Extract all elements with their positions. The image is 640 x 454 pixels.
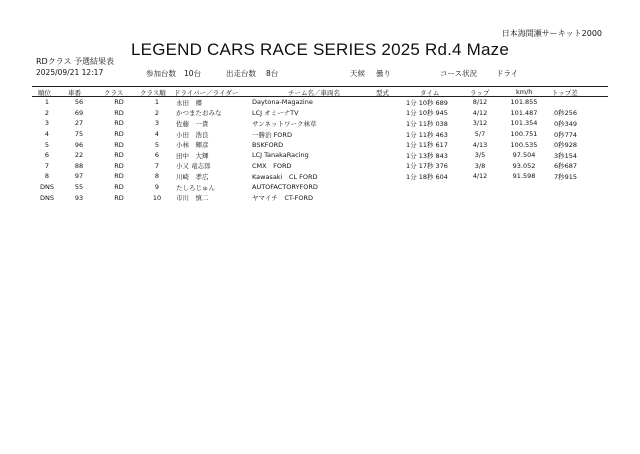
cell-speed: 101.487 [510, 108, 538, 117]
cell-team: CMX FORD [252, 162, 292, 171]
cell-gap [554, 182, 608, 193]
cell-lap-time: 1分 10秒 689 [406, 98, 448, 107]
cell-car-type [370, 192, 406, 203]
cell-class-position: 6 [154, 151, 160, 160]
cell-car-type [370, 171, 406, 182]
entries-label: 参加台数 [146, 69, 176, 78]
cell-gap [554, 192, 608, 203]
cell-lap: 4/12 [472, 108, 488, 117]
cell-class: RD [114, 151, 124, 160]
cell-gap [554, 97, 608, 108]
cell-speed: 100.751 [510, 130, 538, 139]
cell-class-position: 2 [154, 108, 160, 117]
cell-gap: 0秒256 [554, 109, 578, 118]
cell-position: 6 [44, 151, 50, 160]
cell-team: LCJ オミーナTV [252, 109, 299, 118]
cell-speed: 91.598 [512, 172, 536, 181]
cell-car-number: 27 [74, 119, 84, 128]
table-row [32, 97, 608, 108]
col-header-driver: ドライバー／ライダー [174, 89, 239, 97]
cell-class-position: 3 [154, 119, 160, 128]
table-row [32, 182, 608, 193]
header-top-rule [32, 86, 608, 87]
cell-car-type [370, 161, 406, 172]
cell-class: RD [114, 193, 124, 202]
cell-lap-time: 1分 11秒 463 [406, 130, 448, 139]
cell-team: ヤマイチ CT-FORD [252, 194, 314, 203]
cell-gap: 7秒915 [554, 172, 578, 181]
cell-gap: 0秒349 [554, 119, 578, 128]
report-datetime: 2025/09/21 12:17 [36, 68, 104, 77]
cell-gap: 6秒687 [554, 162, 578, 171]
cell-car-number: 88 [74, 161, 84, 170]
cell-position: 5 [44, 140, 50, 149]
cell-lap-time [406, 182, 466, 193]
cell-driver: 市川 慎二 [176, 194, 209, 203]
course-value: ドライ [496, 69, 519, 78]
cell-class: RD [114, 98, 124, 107]
table-row [32, 118, 608, 129]
cell-team: AUTOFACTORYFORD [252, 183, 318, 192]
col-header-gap: トップ差 [552, 89, 578, 97]
col-header-no: 車番 [68, 89, 81, 97]
cell-driver: 小林 輝彦 [176, 141, 209, 150]
cell-car-number: 97 [74, 172, 84, 181]
cell-speed: 97.504 [512, 151, 536, 160]
cell-team: 一勝治 FORD [252, 130, 292, 139]
table-row [32, 108, 608, 119]
cell-class: RD [114, 108, 124, 117]
cell-lap-time: 1分 17秒 376 [406, 162, 448, 171]
cell-car-number: 93 [74, 193, 84, 202]
table-row [32, 129, 608, 140]
col-header-team: チーム名／車両名 [288, 89, 340, 97]
cell-class-position: 8 [154, 172, 160, 181]
cell-car-number: 55 [74, 183, 84, 192]
col-header-pos: 順位 [38, 89, 51, 97]
cell-speed [494, 192, 554, 203]
cell-team: サンネットワーク林草 [252, 119, 317, 128]
col-header-kmh: km/h [516, 88, 533, 96]
cell-gap: 0秒774 [554, 130, 578, 139]
venue-name: 日本海間瀬サーキット2000 [501, 29, 602, 38]
course-label: コース状況 [440, 69, 478, 78]
cell-lap [466, 182, 494, 193]
cell-position: 2 [44, 108, 50, 117]
cell-position: DNS [40, 183, 54, 192]
cell-class-position: 4 [154, 130, 160, 139]
cell-class: RD [114, 130, 124, 139]
cell-driver: 佐藤 一貴 [176, 119, 209, 128]
cell-lap: 3/8 [474, 161, 486, 170]
cell-class: RD [114, 183, 124, 192]
weather-value: 曇り [376, 69, 391, 78]
cell-speed: 101.354 [510, 119, 538, 128]
entries-value: 10台 [184, 69, 202, 78]
col-header-car-type: 型式 [376, 89, 389, 97]
cell-driver: たしろじゅん [176, 183, 215, 192]
cell-lap-time: 1分 11秒 617 [406, 141, 448, 150]
cell-class-position: 10 [152, 193, 162, 202]
cell-position: 1 [44, 98, 50, 107]
cell-driver: 小又 竜志郎 [176, 162, 211, 171]
table-row [32, 171, 608, 182]
starters-value: 8台 [266, 69, 279, 78]
cell-class: RD [114, 161, 124, 170]
cell-speed: 93.052 [512, 161, 536, 170]
cell-car-number: 56 [74, 98, 84, 107]
table-row [32, 139, 608, 150]
cell-class-position: 5 [154, 140, 160, 149]
cell-car-type [370, 139, 406, 150]
cell-team: LCJ TanakaRacing [252, 151, 309, 160]
cell-car-type [370, 118, 406, 129]
cell-speed: 100.535 [510, 140, 538, 149]
table-row [32, 192, 608, 203]
cell-position: 3 [44, 119, 50, 128]
cell-car-number: 69 [74, 108, 84, 117]
cell-lap: 3/5 [474, 151, 486, 160]
results-body [32, 97, 608, 203]
cell-position: 4 [44, 130, 50, 139]
table-row [32, 150, 608, 161]
cell-gap: 0秒928 [554, 141, 578, 150]
cell-lap-time: 1分 13秒 843 [406, 151, 448, 160]
cell-driver: 永田 郷 [176, 98, 202, 107]
cell-speed [494, 182, 554, 193]
cell-lap-time: 1分 18秒 604 [406, 172, 448, 181]
col-header-class-pos: クラス順 [140, 89, 166, 97]
cell-car-type [370, 108, 406, 119]
page-title: LEGEND CARS RACE SERIES 2025 Rd.4 Maze [131, 40, 509, 59]
cell-class: RD [114, 140, 124, 149]
cell-lap: 5/7 [474, 130, 486, 139]
cell-team: BSKFORD [252, 140, 284, 149]
cell-car-type [370, 182, 406, 193]
cell-car-type [370, 150, 406, 161]
cell-lap: 3/12 [472, 119, 488, 128]
cell-class: RD [114, 119, 124, 128]
cell-lap [466, 192, 494, 203]
cell-position: 8 [44, 172, 50, 181]
cell-car-type [370, 129, 406, 140]
weather-label: 天候 [350, 69, 365, 78]
cell-class-position: 1 [154, 98, 160, 107]
cell-lap-time: 1分 11秒 038 [406, 119, 448, 128]
cell-driver: 小田 浩良 [176, 130, 209, 139]
cell-driver: 田中 大輝 [176, 151, 209, 160]
col-header-class: クラス [104, 89, 124, 97]
document-subtitle: RDクラス 予選結果表 [36, 57, 115, 66]
cell-position: 7 [44, 161, 50, 170]
results-table [32, 97, 608, 203]
cell-team: Daytona-Magazine [252, 98, 313, 107]
cell-lap-time: 1分 10秒 945 [406, 109, 448, 118]
cell-lap-time [406, 192, 466, 203]
cell-car-number: 22 [74, 151, 84, 160]
col-header-time: タイム [420, 89, 440, 97]
cell-team: Kawasaki CL FORD [252, 172, 318, 181]
cell-lap: 8/12 [472, 98, 488, 107]
cell-class: RD [114, 172, 124, 181]
cell-lap: 4/12 [472, 172, 488, 181]
cell-gap: 3秒154 [554, 151, 578, 160]
starters-label: 出走台数 [226, 69, 256, 78]
cell-lap: 4/13 [472, 140, 488, 149]
cell-car-type [370, 97, 406, 108]
cell-driver: かつまたおみな [176, 109, 222, 118]
cell-speed: 101.855 [510, 98, 538, 107]
table-row [32, 161, 608, 172]
cell-position: DNS [40, 193, 54, 202]
cell-class-position: 9 [154, 183, 160, 192]
cell-car-number: 96 [74, 140, 84, 149]
cell-driver: 川崎 孝広 [176, 172, 209, 181]
cell-car-number: 75 [74, 130, 84, 139]
col-header-lap: ラップ [470, 89, 490, 97]
cell-class-position: 7 [154, 161, 160, 170]
